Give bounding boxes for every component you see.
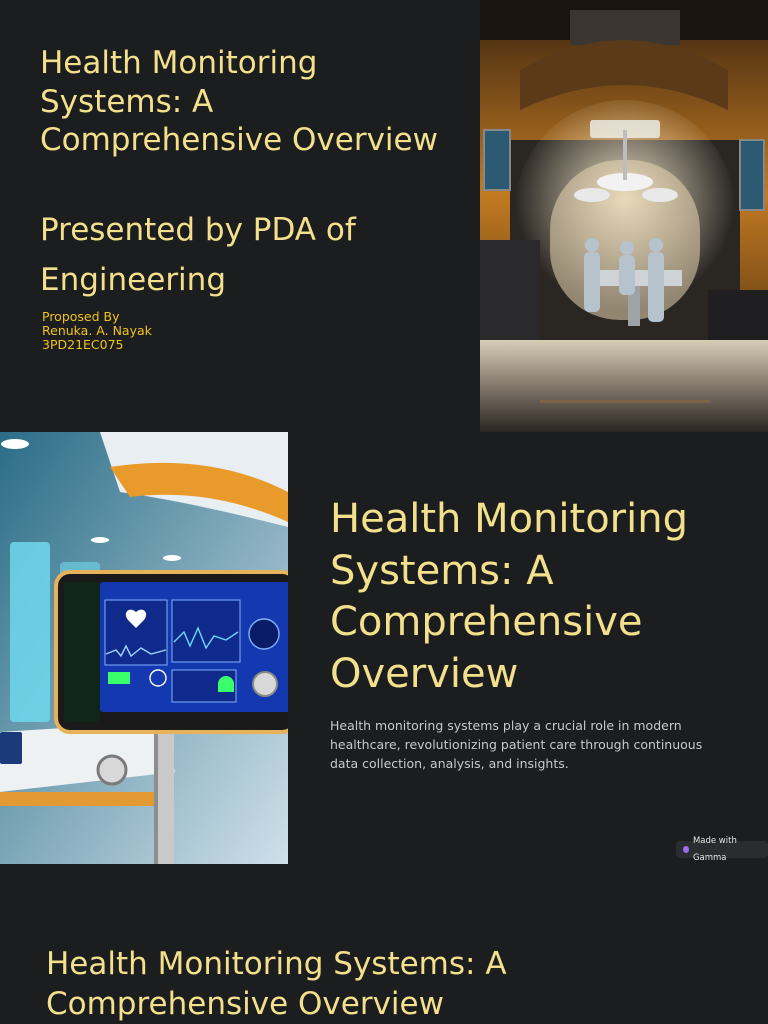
operating-room-image bbox=[480, 0, 768, 432]
overview-slide bbox=[0, 432, 768, 864]
slide-description: Health monitoring systems play a crucial role in modern healthcare, revolutionizing patient care through continuous data collection, analysis, and insights. bbox=[330, 718, 703, 771]
slide-title: Health Monitoring Systems: A Comprehensive Overview bbox=[46, 946, 507, 1022]
badge-label: Made with Gamma bbox=[692, 835, 737, 863]
health-monitor-device-image bbox=[0, 432, 288, 864]
made-with-gamma-badge[interactable] bbox=[676, 835, 768, 863]
slide-title: Health Monitoring Systems: A Comprehensive Overview bbox=[330, 496, 688, 697]
author-name: Renuka. A. Nayak bbox=[42, 323, 152, 338]
slide-title: Health Monitoring Systems: A Comprehensive Overview bbox=[40, 45, 438, 158]
overview-slide-2 bbox=[0, 864, 768, 1024]
author-label: Proposed By bbox=[42, 309, 120, 324]
gamma-logo-icon bbox=[683, 846, 689, 853]
slide-subtitle: Presented by PDA of Engineering bbox=[40, 212, 356, 298]
title-slide bbox=[0, 0, 768, 432]
author-block bbox=[42, 310, 152, 352]
author-id: 3PD21EC075 bbox=[42, 337, 124, 352]
